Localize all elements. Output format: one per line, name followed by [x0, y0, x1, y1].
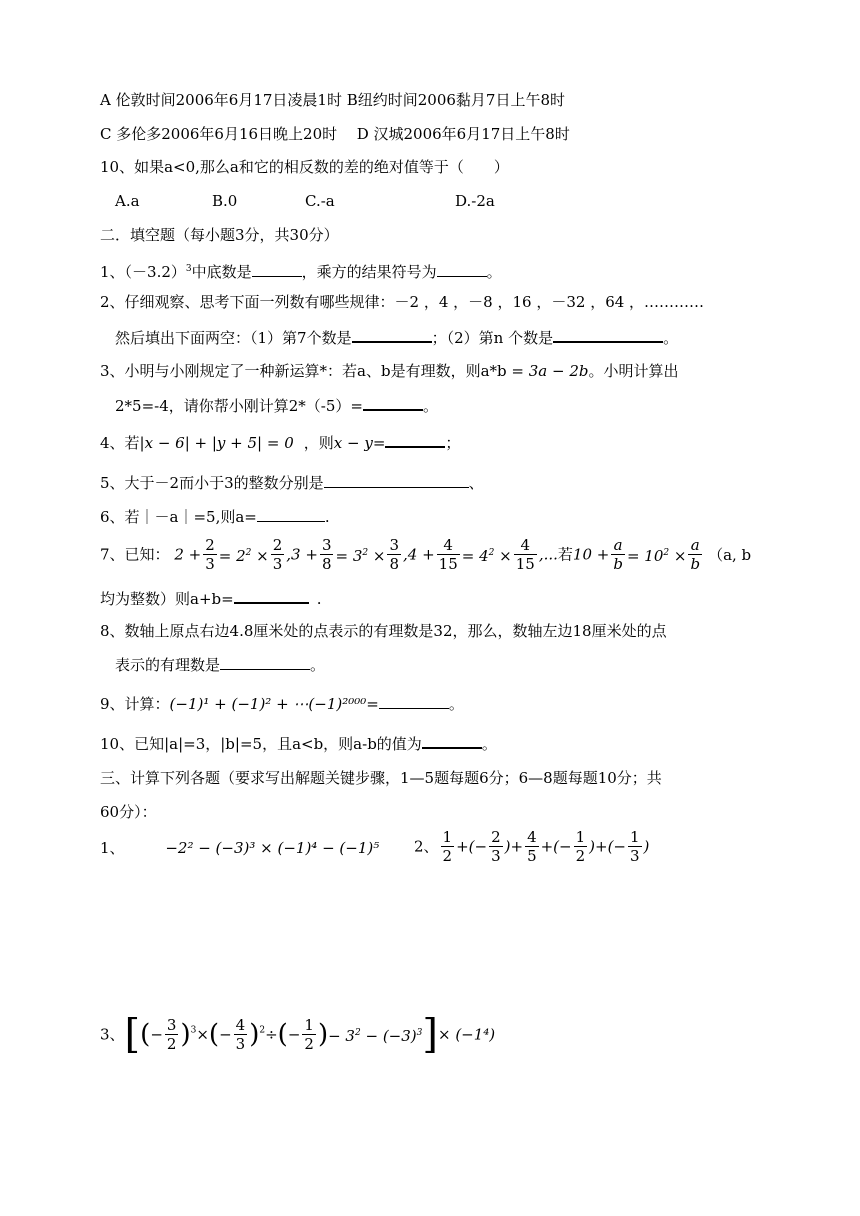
p3-paren-1-close: ): [180, 1019, 191, 1050]
fill-q3-line2: [115, 395, 438, 416]
q8-blank[interactable]: [220, 655, 310, 670]
p2-frac-3: $\frac{4}{5}$: [527, 828, 537, 865]
q2-blank-2[interactable]: [553, 327, 663, 343]
q7-frac-5: $\frac{4}{15}$: [438, 536, 458, 573]
q7-term-1: 2 +: [174, 545, 202, 564]
fill-q3-line1: [100, 361, 679, 381]
q6-text: 6、若｜－a｜=5,则a=: [100, 508, 257, 526]
calc-p3: [100, 1011, 496, 1058]
choice-a: A 伦敦时间2006年6月17日凌晨1时: [100, 91, 342, 109]
p1-expression: −2² − (−3)³ × (−1)⁴ − (−1)⁵: [165, 839, 380, 857]
p3-paren-1: (: [140, 1019, 151, 1050]
q3-text-2: 。小明计算出: [588, 362, 679, 380]
q7-term-5: ,4 +: [403, 545, 435, 564]
q4-expression: |x − 6| + |y + 5| = 0: [139, 434, 294, 452]
q1-end: 。: [486, 263, 502, 281]
choice-b: B纽约时间2006黏月7日上午8时: [346, 91, 566, 109]
q7-prefix: 7、已知：: [100, 545, 170, 564]
q10-option-c: C.-a: [305, 192, 335, 210]
q3-end: 。: [423, 397, 439, 415]
p3-term-mid: − $3^2 - (-3)^3$: [328, 1027, 423, 1045]
q7-frac-8: $\frac{a}{b}$: [690, 536, 701, 573]
q7-term-6: = $4^2$ ×: [461, 547, 512, 565]
fill-q8-line1: 8、数轴上原点右边4.8厘米处的点表示的有理数是32，那么，数轴左边18厘米处的点: [100, 622, 667, 640]
q7-term-7: ,...: [538, 545, 558, 564]
p3-paren-2: (: [208, 1019, 220, 1050]
p3-minus-1: −: [150, 1025, 163, 1044]
fill-q7-line1: [100, 536, 751, 573]
choice-d: D 汉城2006年6月17日上午8时: [356, 125, 570, 143]
q10-end: 。: [481, 735, 497, 753]
q7-frac-4: $\frac{3}{8}$: [389, 536, 399, 573]
q5-text: 5、大于－2而小于3的整数分别是: [100, 474, 324, 492]
q4-prefix: 4、若: [100, 434, 140, 452]
p3-tail: × (−1⁴): [437, 1025, 496, 1044]
p3-paren-2-close: ): [249, 1019, 260, 1050]
q4-expression-2: x − y: [333, 434, 373, 452]
p3-divide: ÷: [265, 1025, 278, 1044]
q4-blank[interactable]: [385, 432, 445, 448]
q2-text: 然后填出下面两空：（1）第7个数是: [115, 329, 352, 347]
q7-frac-3: $\frac{3}{8}$: [321, 536, 332, 573]
q5-blank[interactable]: [324, 473, 469, 488]
q6-end: .: [324, 508, 330, 526]
q10-option-a: A.a: [115, 192, 140, 210]
q1-text: 中底数是: [191, 263, 252, 281]
p3-minus-3: −: [287, 1025, 301, 1044]
q3-text-3: 2*5=-4，请你帮小刚计算2*（-5）=: [115, 397, 363, 415]
fill-q2-line2: [115, 327, 678, 348]
section3-title-line2: 60分）：: [100, 803, 157, 821]
p2-frac-1: $\frac{1}{2}$: [442, 828, 453, 865]
p3-paren-3-close: ): [317, 1019, 329, 1050]
p2-term-2: )+: [504, 837, 524, 856]
fill-q1: [100, 259, 502, 282]
q7-text-2: 均为整数）则a+b=: [100, 590, 234, 608]
q9-end: 。: [448, 695, 464, 713]
q8-end: 。: [310, 656, 326, 674]
fill-q6: [100, 507, 330, 527]
q9-expression: (−1)¹ + (−1)² + ⋯(−1)²⁰⁰⁰: [169, 695, 367, 713]
p3-exp-1: 3: [190, 1025, 197, 1036]
q10-blank[interactable]: [422, 733, 482, 749]
choice-row-ab: [100, 90, 565, 110]
q4-end: ；: [445, 434, 461, 452]
q10-option-d: D.-2a: [455, 192, 495, 210]
q7-term-2: = $2^2$ ×: [218, 547, 269, 565]
p3-frac-1: $\frac{3}{2}$: [166, 1016, 177, 1053]
p2-term-4: )+(−: [589, 837, 626, 856]
choice-row-cd: [100, 124, 570, 144]
q5-end: 、: [468, 474, 484, 492]
p3-minus-2: −: [219, 1025, 232, 1044]
p2-frac-4: $\frac{1}{2}$: [575, 828, 586, 865]
p3-exp-2: 2: [259, 1025, 266, 1036]
p2-term-5: ): [643, 837, 650, 856]
p2-label: 2、: [414, 837, 439, 856]
p2-frac-2: $\frac{2}{3}$: [491, 828, 501, 865]
q4-text: ，则: [303, 434, 334, 452]
fill-q8-line2: [115, 655, 325, 675]
q7-blank[interactable]: [234, 588, 309, 604]
q7-term-4: = $3^2$ ×: [335, 547, 386, 565]
q9-equals: =: [366, 695, 379, 713]
q9-prefix: 9、计算：: [100, 695, 170, 713]
section2-title: 二．填空题（每小题3分，共30分）: [100, 226, 339, 244]
q7-tail: （a, b: [708, 545, 752, 564]
q7-end: .: [316, 590, 322, 608]
fill-q7-line2: [100, 588, 321, 609]
q7-frac-6: $\frac{4}{15}$: [515, 536, 535, 573]
fill-q4: [100, 432, 460, 453]
q1-text-2: ，乘方的结果符号为: [301, 263, 437, 281]
p3-frac-2: $\frac{4}{3}$: [235, 1016, 246, 1053]
q3-expression: 3a − 2b: [528, 362, 589, 380]
q3-blank[interactable]: [363, 395, 423, 411]
choice-c: C 多伦多2006年6月16日晚上20时: [100, 125, 338, 143]
q10-option-b: B.0: [212, 192, 238, 210]
p3-bracket-close: ]: [422, 1011, 438, 1058]
q9-blank[interactable]: [379, 694, 449, 709]
q2-text-2: ；（2）第n 个数是: [431, 329, 554, 347]
p1-label: 1、: [100, 839, 125, 857]
calc-p2: [414, 828, 649, 865]
q7-frac-1: $\frac{2}{3}$: [205, 536, 215, 573]
section3-title-line1: 三、计算下列各题（要求写出解题关键步骤，1—5题每题6分；6—8题每题10分；共: [100, 769, 662, 787]
q1-blank-2[interactable]: [437, 262, 487, 277]
p3-label: 3、: [100, 1025, 125, 1044]
q1-prefix: 1、（－3.2）: [100, 263, 186, 281]
fill-q5: [100, 473, 484, 493]
q10-text: 10、已知|a|=3，|b|=5，且a<b，则a-b的值为: [100, 735, 422, 753]
q1-blank-1[interactable]: [252, 262, 302, 277]
q7-term-3: ,3 +: [286, 545, 318, 564]
q10-stem: 10、如果a<0,那么a和它的相反数的差的绝对值等于（ ）: [100, 158, 509, 176]
q8-text: 表示的有理数是: [115, 656, 221, 674]
q4-equals: =: [372, 434, 386, 452]
q7-frac-7: $\frac{a}{b}$: [613, 536, 623, 573]
p3-times: ×: [196, 1025, 209, 1044]
p3-bracket-open: [: [124, 1011, 141, 1058]
q2-end: 。: [663, 329, 679, 347]
fill-q10: [100, 733, 497, 754]
q1-exponent: 3: [185, 264, 192, 274]
p3-paren-3: (: [277, 1019, 288, 1050]
p2-frac-5: $\frac{1}{3}$: [630, 828, 640, 865]
q6-blank[interactable]: [257, 507, 325, 522]
q7-term-9: = $10^2$ ×: [626, 547, 687, 565]
p2-term-3: +(−: [540, 837, 572, 856]
q7-text: 若: [557, 545, 573, 564]
q7-frac-2: $\frac{2}{3}$: [272, 536, 283, 573]
fill-q9: [100, 694, 464, 714]
p3-frac-3: $\frac{1}{2}$: [304, 1016, 314, 1053]
q3-text: 3、小明与小刚规定了一种新运算*：若a、b是有理数，则a*b =: [100, 362, 529, 380]
q2-blank-1[interactable]: [352, 327, 432, 343]
fill-q2-line1: 2、仔细观察、思考下面一列数有哪些规律：－2 ，4 ，－8 ，16 ，－32 ，64 ，…………: [100, 293, 705, 311]
p2-term-1: +(−: [456, 837, 488, 856]
calc-p1: [100, 838, 379, 858]
q7-term-8: 10 +: [572, 545, 610, 564]
